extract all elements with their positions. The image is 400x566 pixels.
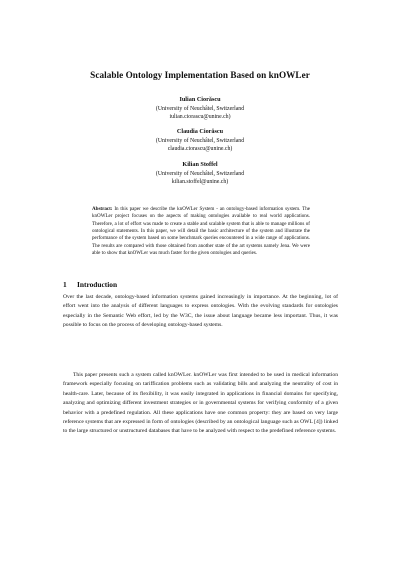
section-title: Introduction bbox=[77, 280, 118, 289]
author-email: iulian.ciorascu@unine.ch) bbox=[169, 114, 231, 120]
author-name: Iulian Ciorăscu bbox=[179, 96, 221, 103]
author-affiliation: (University of Neuchâtel, Switzerland bbox=[155, 105, 245, 112]
paragraph: This paper presents such a system called knOWLer. knOWLer was first intended to be used in medical information framework especially focusing on tariffication problems such as validating bills and analyzing the neutrality of cost in health-care. Later, because of its flexibility, it was easily integrated in applications in financial domains for specifying, analyzing and optimizing different investment strategies or in governmental systems for verifying conformity of a given behavior with a predefined regulation. All these applications have one common property: they are based on very large reference systems that are expressed in form of ontologies (described by an ontological language such as OWL [4]) linked to the large structured or unstructured databases that have to be analyzed with respect to the predefined reference systems. bbox=[63, 372, 338, 435]
author-email: claudia.ciorascu@unine.ch) bbox=[167, 146, 233, 152]
author-name: Kilian Stoffel bbox=[182, 161, 218, 168]
author-block bbox=[0, 161, 400, 187]
author-affiliation: (University of Neuchâtel, Switzerland bbox=[155, 170, 245, 177]
abstract-label: Abstract: bbox=[92, 206, 113, 212]
author-email: kilian.stoffel@unine.ch) bbox=[171, 179, 229, 185]
paper-title: Scalable Ontology Implementation Based on knOWLer bbox=[90, 70, 310, 80]
author-affiliation: (University of Neuchâtel, Switzerland bbox=[155, 137, 245, 144]
paragraph: Over the last decade, ontology-based information systems gained increasingly in importance. At the beginning, lot of effort went into the analysis of different languages to express ontologies. With the evolving standards for ontologies especially in the Semantic Web effort, led by the W3C, the issue about language became less important. Thus, it was possible to focus on the process of developing ontology-based systems. bbox=[63, 294, 338, 329]
section-number: 1 bbox=[63, 280, 67, 289]
abstract-text: In this paper we describe the knOWLer System - an ontology-based information system. The knOWLer project focuses on the aspects of making ontologies available to real world applications. Therefore, a lot of effort was made to create a stable and scalable system that is able to manage millions of ontological statements. In this paper, we will detail the basic architecture of the system and illustrate the performance of the system based on some benchmark queries encountered in a wide range of applications. The results are compared with those obtained from another state of the art systems namely Jena. We were able to show that knOWLer was much faster for the given ontologies and queries. bbox=[92, 206, 310, 257]
abstract bbox=[92, 206, 310, 257]
section-heading bbox=[63, 280, 343, 289]
author-block bbox=[0, 96, 400, 122]
author-name: Claudia Ciorăscu bbox=[176, 128, 224, 135]
author-block bbox=[0, 128, 400, 154]
